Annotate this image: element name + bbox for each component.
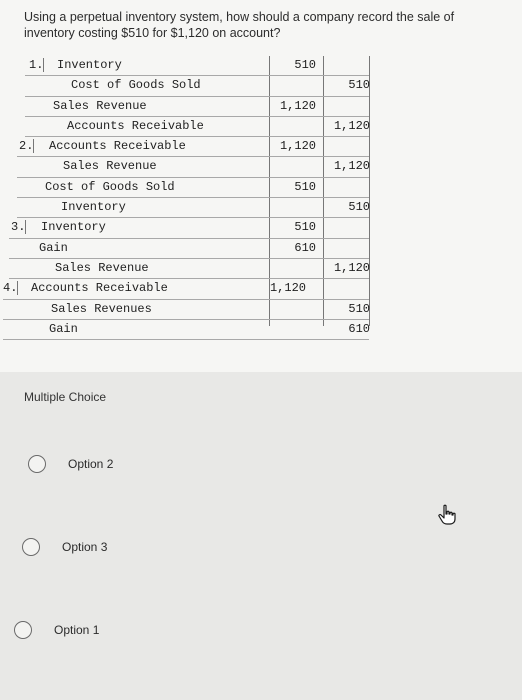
account-name: Sales Revenues	[51, 301, 152, 316]
account-name: Sales Revenue	[55, 260, 149, 275]
credit-amount: 1,120	[333, 118, 370, 133]
entry-number: 2.	[19, 139, 34, 154]
radio-button[interactable]	[28, 455, 46, 473]
table-row	[25, 97, 369, 117]
account-name: Accounts Receivable	[67, 118, 204, 133]
account-name: Cost of Goods Sold	[45, 179, 175, 194]
account-name: Cost of Goods Sold	[71, 78, 201, 93]
debit-amount: 1,120	[279, 139, 316, 154]
debit-amount: 1,120	[279, 98, 316, 113]
debit-amount: 510	[294, 220, 316, 235]
account-name: Gain	[39, 240, 68, 255]
radio-button[interactable]	[22, 538, 40, 556]
table-row	[3, 279, 369, 299]
credit-amount: 510	[348, 78, 370, 93]
option-label: Option 1	[54, 623, 100, 637]
table-row	[9, 259, 369, 279]
debit-amount: 510	[294, 58, 316, 72]
account-name: Inventory	[41, 220, 106, 235]
table-row	[25, 56, 369, 76]
entry-number: 1.	[29, 58, 44, 72]
option-label: Option 3	[62, 540, 108, 554]
debit-amount: 610	[294, 240, 316, 255]
hand-pointer-icon	[436, 504, 458, 526]
credit-amount: 510	[348, 301, 370, 316]
table-row	[9, 239, 369, 259]
table-row	[17, 157, 369, 177]
debit-amount: 510	[294, 179, 316, 194]
answer-option-1[interactable]	[14, 621, 99, 639]
entry-number: 3.	[11, 220, 26, 235]
table-row	[17, 198, 369, 218]
answer-option-2[interactable]	[28, 455, 113, 473]
credit-amount: 610	[348, 321, 370, 336]
option-label: Option 2	[68, 457, 114, 471]
account-name: Inventory	[61, 200, 126, 215]
radio-button[interactable]	[14, 621, 32, 639]
account-name: Accounts Receivable	[31, 281, 168, 296]
table-row	[17, 137, 369, 157]
entry-number: 4.	[3, 281, 18, 296]
question-text: Using a perpetual inventory system, how should a company record the sale of inventory costing $510 for $1,120 on account?	[24, 10, 455, 40]
account-name: Inventory	[57, 58, 122, 72]
account-name: Gain	[49, 321, 78, 336]
table-row	[17, 178, 369, 198]
account-name: Accounts Receivable	[49, 139, 186, 154]
table-right-border	[369, 56, 370, 326]
table-row	[9, 218, 369, 238]
table-row	[3, 320, 369, 340]
journal-entry-table	[3, 56, 369, 340]
credit-amount: 510	[348, 200, 370, 215]
credit-amount: 1,120	[333, 159, 370, 174]
multiple-choice-panel	[0, 372, 522, 700]
table-row	[3, 300, 369, 320]
multiple-choice-label: Multiple Choice	[24, 390, 107, 404]
credit-amount: 1,120	[333, 260, 370, 275]
table-row	[25, 117, 369, 137]
account-name: Sales Revenue	[63, 159, 157, 174]
table-row	[25, 76, 369, 96]
account-name: Sales Revenue	[53, 98, 147, 113]
debit-amount: 1,120	[269, 281, 306, 296]
answer-option-3[interactable]	[22, 538, 107, 556]
